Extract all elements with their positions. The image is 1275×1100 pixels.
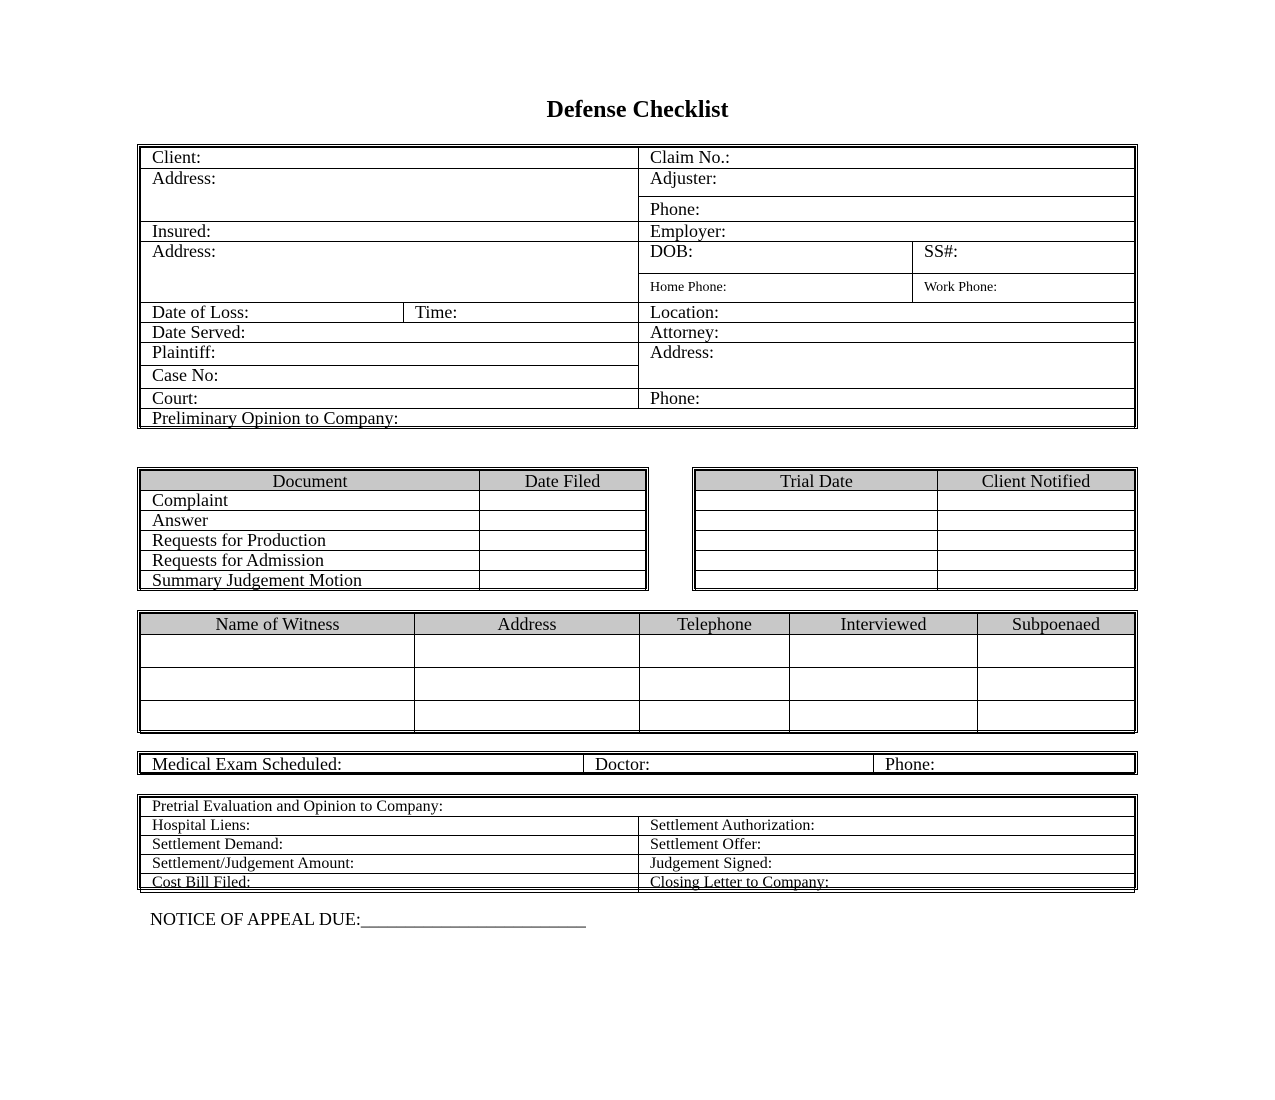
case-no-field[interactable]: Case No:	[141, 366, 639, 389]
client-field[interactable]: Client:	[141, 148, 639, 169]
date-filed-cell[interactable]	[480, 491, 646, 511]
settlement-amount-field[interactable]: Settlement/Judgement Amount:	[141, 855, 639, 874]
witness-table	[137, 610, 1138, 733]
witness-cell[interactable]	[141, 635, 415, 668]
witness-cell[interactable]	[415, 668, 640, 701]
notice-of-appeal-line[interactable]: NOTICE OF APPEAL DUE:_________________________	[150, 909, 586, 929]
client-address-field[interactable]: Address:	[141, 169, 639, 222]
witness-cell[interactable]	[415, 701, 640, 734]
witness-cell[interactable]	[978, 635, 1135, 668]
trial-date-cell[interactable]	[696, 491, 938, 511]
witness-cell[interactable]	[790, 701, 978, 734]
document-header: Document	[141, 471, 480, 491]
pretrial-evaluation-field[interactable]: Pretrial Evaluation and Opinion to Company:	[141, 798, 1135, 817]
document-table	[137, 467, 649, 591]
client-notified-cell[interactable]	[938, 491, 1135, 511]
document-requests-admission: Requests for Admission	[141, 551, 480, 571]
preliminary-opinion-field[interactable]: Preliminary Opinion to Company:	[141, 409, 1135, 429]
cost-bill-field[interactable]: Cost Bill Filed:	[141, 874, 639, 893]
doctor-phone-field[interactable]: Phone:	[874, 755, 1135, 774]
trial-table	[692, 467, 1138, 591]
client-notified-cell[interactable]	[938, 511, 1135, 531]
case-info-table	[137, 144, 1138, 429]
witness-cell[interactable]	[141, 668, 415, 701]
trial-date-cell[interactable]	[696, 571, 938, 591]
location-field[interactable]: Location:	[639, 303, 1135, 323]
hospital-liens-field[interactable]: Hospital Liens:	[141, 817, 639, 836]
settlement-authorization-field[interactable]: Settlement Authorization:	[639, 817, 1135, 836]
insured-field[interactable]: Insured:	[141, 222, 639, 242]
witness-cell[interactable]	[640, 668, 790, 701]
client-notified-cell[interactable]	[938, 531, 1135, 551]
medical-exam-table	[137, 751, 1138, 775]
judgement-signed-field[interactable]: Judgement Signed:	[639, 855, 1135, 874]
subpoenaed-header: Subpoenaed	[978, 614, 1135, 635]
date-filed-cell[interactable]	[480, 531, 646, 551]
witness-cell[interactable]	[978, 668, 1135, 701]
medical-exam-field[interactable]: Medical Exam Scheduled:	[141, 755, 584, 774]
attorney-phone-field[interactable]: Phone:	[639, 389, 1135, 409]
witness-telephone-header: Telephone	[640, 614, 790, 635]
name-of-witness-header: Name of Witness	[141, 614, 415, 635]
document-complaint: Complaint	[141, 491, 480, 511]
date-filed-cell[interactable]	[480, 511, 646, 531]
date-filed-cell[interactable]	[480, 551, 646, 571]
client-notified-header: Client Notified	[938, 471, 1135, 491]
insured-address-field[interactable]: Address:	[141, 242, 639, 303]
home-phone-field[interactable]: Home Phone:	[639, 274, 913, 303]
witness-row	[141, 668, 1135, 701]
dob-field[interactable]: DOB:	[639, 242, 913, 274]
trial-date-header: Trial Date	[696, 471, 938, 491]
work-phone-field[interactable]: Work Phone:	[913, 274, 1135, 303]
date-served-field[interactable]: Date Served:	[141, 323, 639, 343]
adjuster-field[interactable]: Adjuster:	[639, 169, 1135, 197]
pretrial-table	[137, 794, 1138, 890]
plaintiff-field[interactable]: Plaintiff:	[141, 343, 639, 366]
court-field[interactable]: Court:	[141, 389, 639, 409]
trial-date-cell[interactable]	[696, 511, 938, 531]
client-notified-cell[interactable]	[938, 551, 1135, 571]
witness-address-header: Address	[415, 614, 640, 635]
witness-cell[interactable]	[978, 701, 1135, 734]
time-field[interactable]: Time:	[404, 303, 639, 323]
attorney-field[interactable]: Attorney:	[639, 323, 1135, 343]
witness-row	[141, 701, 1135, 734]
page-title: Defense Checklist	[546, 97, 729, 123]
date-filed-header: Date Filed	[480, 471, 646, 491]
document-summary-judgement: Summary Judgement Motion	[141, 571, 480, 591]
witness-cell[interactable]	[790, 635, 978, 668]
settlement-offer-field[interactable]: Settlement Offer:	[639, 836, 1135, 855]
ss-field[interactable]: SS#:	[913, 242, 1135, 274]
witness-cell[interactable]	[640, 635, 790, 668]
interviewed-header: Interviewed	[790, 614, 978, 635]
witness-cell[interactable]	[415, 635, 640, 668]
employer-field[interactable]: Employer:	[639, 222, 1135, 242]
witness-row	[141, 635, 1135, 668]
doctor-field[interactable]: Doctor:	[584, 755, 874, 774]
document-requests-production: Requests for Production	[141, 531, 480, 551]
witness-cell[interactable]	[790, 668, 978, 701]
date-of-loss-field[interactable]: Date of Loss:	[141, 303, 404, 323]
trial-date-cell[interactable]	[696, 531, 938, 551]
date-filed-cell[interactable]	[480, 571, 646, 591]
trial-date-cell[interactable]	[696, 551, 938, 571]
settlement-demand-field[interactable]: Settlement Demand:	[141, 836, 639, 855]
adjuster-phone-field[interactable]: Phone:	[639, 197, 1135, 222]
document-answer: Answer	[141, 511, 480, 531]
witness-cell[interactable]	[640, 701, 790, 734]
attorney-address-field[interactable]: Address:	[639, 343, 1135, 389]
claim-no-field[interactable]: Claim No.:	[639, 148, 1135, 169]
witness-cell[interactable]	[141, 701, 415, 734]
client-notified-cell[interactable]	[938, 571, 1135, 591]
closing-letter-field[interactable]: Closing Letter to Company:	[639, 874, 1135, 893]
